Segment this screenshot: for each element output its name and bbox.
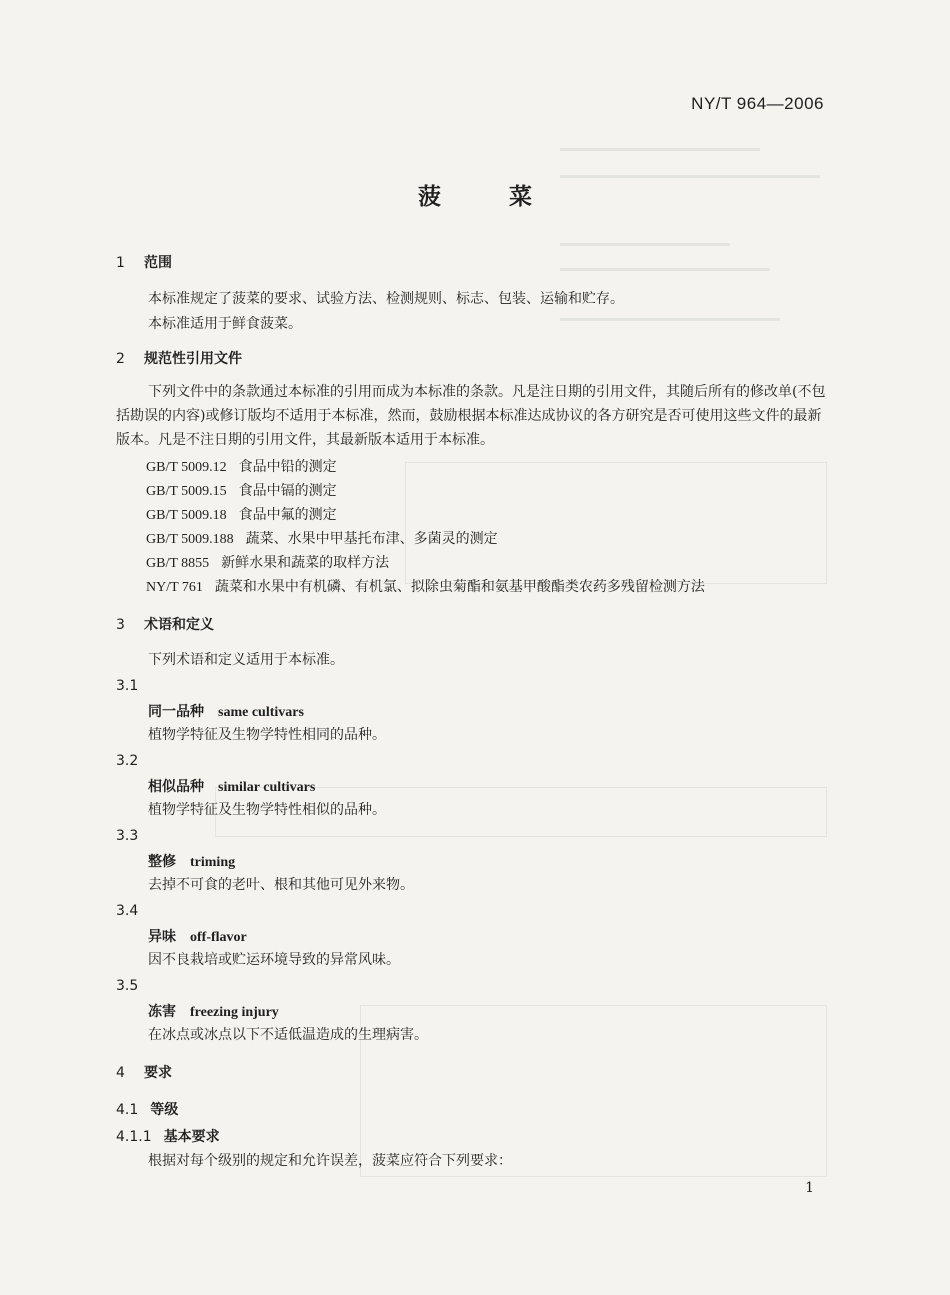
subsection-heading-basic-requirements: 4.1.1 基本要求 xyxy=(116,1129,220,1145)
term-number: 3.2 xyxy=(116,753,139,769)
section-heading-scope xyxy=(116,252,172,272)
reference-item: GB/T 8855 新鲜水果和蔬菜的取样方法 xyxy=(146,555,390,571)
subsection-heading-grades: 4.1 等级 xyxy=(116,1102,179,1118)
basic-requirements-text: 根据对每个级别的规定和允许误差，菠菜应符合下列要求： xyxy=(148,1153,512,1169)
term-definition: 在冰点或冰点以下不适低温造成的生理病害。 xyxy=(148,1027,428,1043)
section-number: 3 xyxy=(116,617,125,633)
bleed-through-line xyxy=(560,318,780,321)
reference-item: NY/T 761 蔬菜和水果中有机磷、有机氯、拟除虫菊酯和氨基甲酸酯类农药多残留检测方法 xyxy=(146,579,705,595)
term-name: 整修 triming xyxy=(148,854,236,870)
reference-item: GB/T 5009.188 蔬菜、水果中甲基托布津、多菌灵的测定 xyxy=(146,531,498,547)
term-number: 3.5 xyxy=(116,978,139,994)
document-title: 菠 菜 xyxy=(417,183,562,210)
term-definition: 去掉不可食的老叶、根和其他可见外来物。 xyxy=(148,877,414,893)
term-definition: 植物学特征及生物学特性相似的品种。 xyxy=(148,802,386,818)
term-name: 同一品种 same cultivars xyxy=(148,704,304,720)
references-intro: 下列文件中的条款通过本标准的引用而成为本标准的条款。凡是注日期的引用文件，其随后所有的修改单(不包括勘误的内容)或修订版均不适用于本标准，然而，鼓励根据本标准达成协议的各方研究是否可使用这些文件的最新版本。凡是不注日期的引用文件，其最新版本适用于本标准。 xyxy=(116,384,826,448)
section-number: 2 xyxy=(116,351,125,367)
term-number: 3.4 xyxy=(116,903,139,919)
section-title: 要求 xyxy=(144,1065,172,1081)
section-number: 4 xyxy=(116,1065,125,1081)
section-heading-normative-references xyxy=(116,348,242,368)
term-number: 3.1 xyxy=(116,678,139,694)
section-title: 规范性引用文件 xyxy=(144,351,242,367)
section-title: 范围 xyxy=(144,255,172,271)
term-number: 3.3 xyxy=(116,828,139,844)
bleed-through-table xyxy=(405,462,827,584)
terms-intro: 下列术语和定义适用于本标准。 xyxy=(148,652,344,668)
section-heading-terms xyxy=(116,614,214,634)
reference-item: GB/T 5009.15 食品中镉的测定 xyxy=(146,483,337,499)
section-title: 术语和定义 xyxy=(144,617,214,633)
section-heading-requirements xyxy=(116,1062,172,1082)
reference-item: GB/T 5009.18 食品中氟的测定 xyxy=(146,507,337,523)
standard-code: NY/T 964—2006 xyxy=(691,94,824,113)
reference-item: GB/T 5009.12 食品中铅的测定 xyxy=(146,459,337,475)
scope-line-1: 本标准规定了菠菜的要求、试验方法、检测规则、标志、包装、运输和贮存。 xyxy=(148,291,624,307)
term-definition: 因不良栽培或贮运环境导致的异常风味。 xyxy=(148,952,400,968)
page-number: 1 xyxy=(805,1180,814,1196)
term-name: 冻害 freezing injury xyxy=(148,1004,279,1020)
scope-line-2: 本标准适用于鲜食菠菜。 xyxy=(148,316,302,332)
section-number: 1 xyxy=(116,255,125,271)
bleed-through-line xyxy=(560,243,730,246)
term-definition: 植物学特征及生物学特性相同的品种。 xyxy=(148,727,386,743)
term-name: 异味 off-flavor xyxy=(148,929,247,945)
bleed-through-line xyxy=(560,268,770,271)
bleed-through-line xyxy=(560,148,760,151)
term-name: 相似品种 similar cultivars xyxy=(148,779,316,795)
